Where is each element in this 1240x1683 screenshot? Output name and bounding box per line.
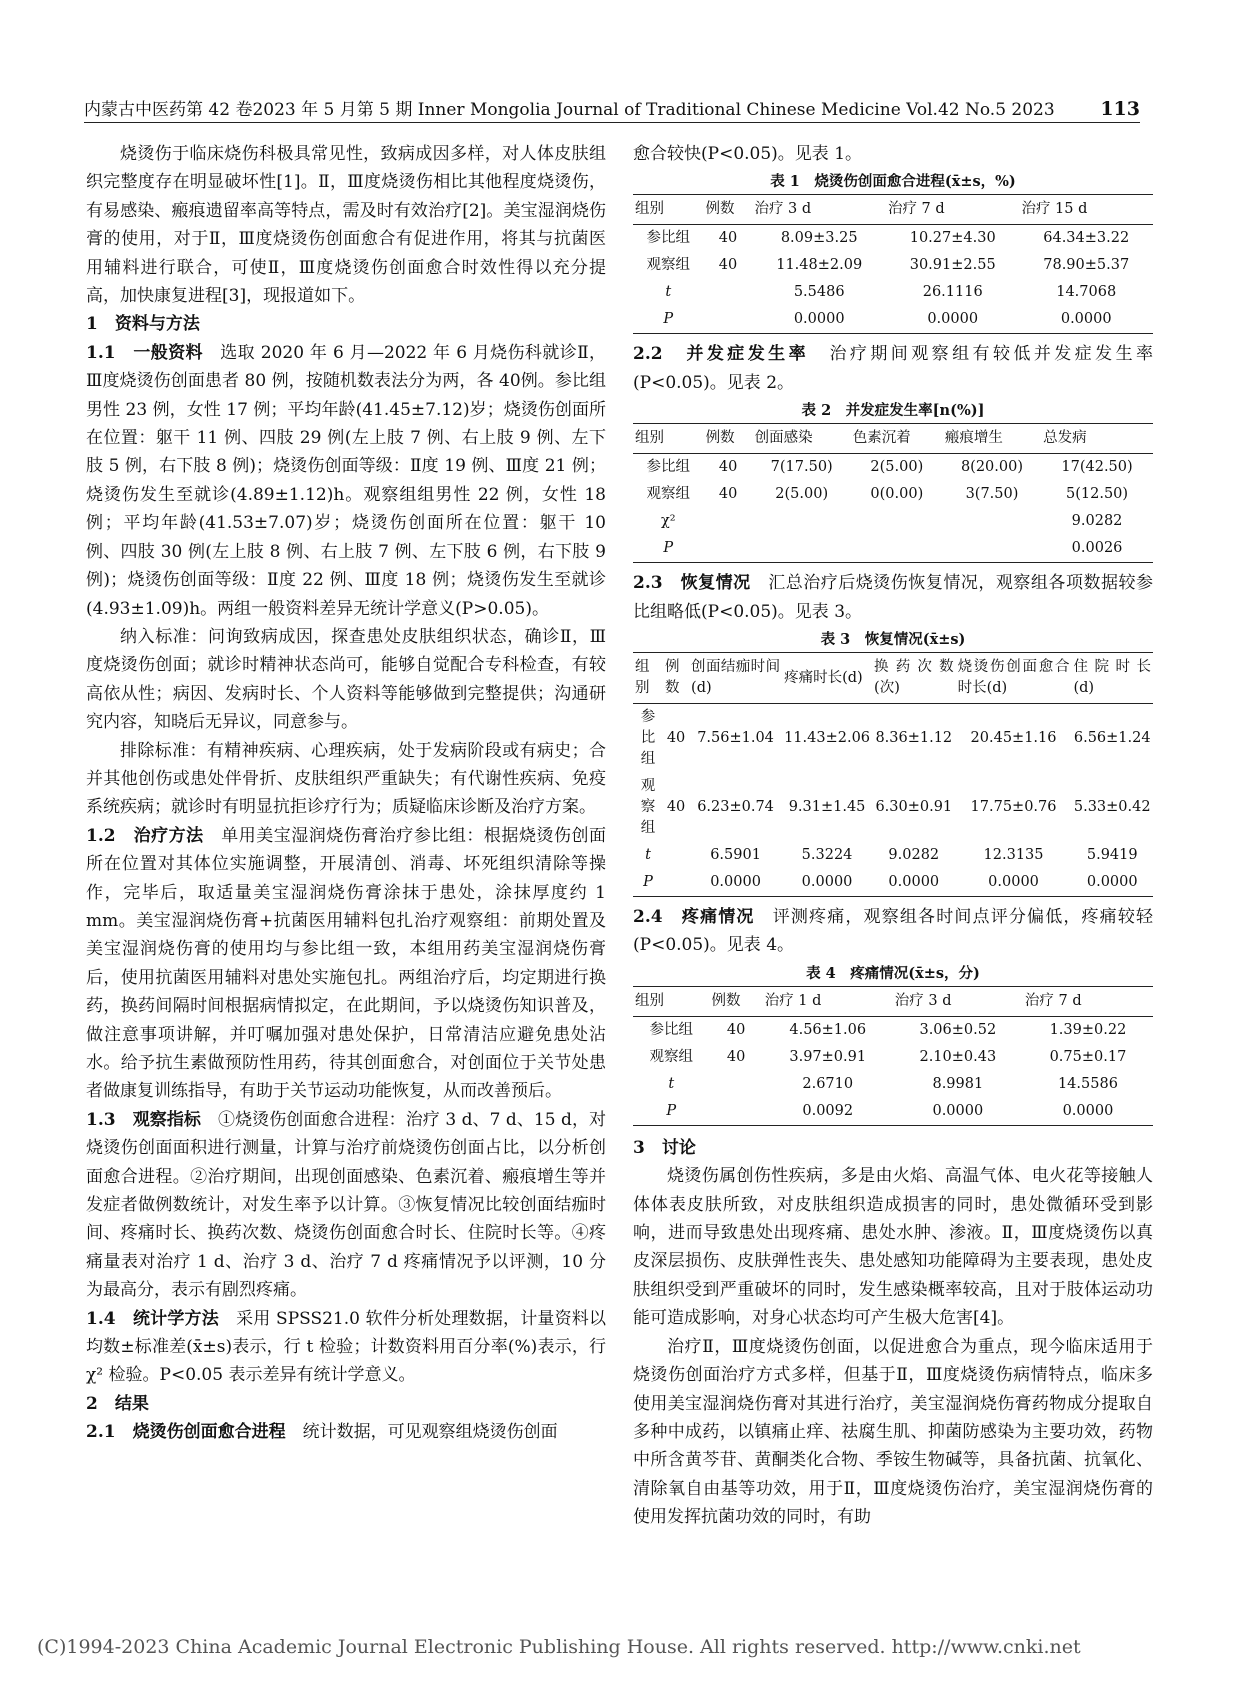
exclusion-criteria: 排除标准：有精神疾病、心理疾病，处于发病阶段或有病史；合并其他创伤或患处伴骨折、皮肤组织严重缺失；有代谢性疾病、免疫系统疾病；就诊时有明显抗拒诊疗行为；质疑临床诊断及治疗方案。 — [86, 740, 606, 818]
table-header: 例数 — [663, 653, 689, 704]
table-row: 观察组 40 2(5.00) 0(0.00) 3(7.50) 5(12.50) — [646, 486, 1129, 503]
table-4 — [633, 986, 1153, 1126]
table-header: 创面感染 — [753, 424, 851, 454]
table-row: t 6.5901 5.3224 9.0282 12.3135 5.9419 — [645, 847, 1138, 864]
table-2-caption: 表 2 并发症发生率[n(%)] — [801, 402, 985, 420]
table-row: 参比组 40 7(17.50) 2(5.00) 8(20.00) 17(42.50) — [646, 459, 1133, 476]
table-header: 住院时长(d) — [1071, 653, 1153, 704]
discussion-paragraph: 治疗Ⅱ，Ⅲ度烧烫伤创面，以促进愈合为重点，现今临床适用于烧烫伤创面治疗方式多样，但基于Ⅱ，Ⅲ度烧烫伤病情特点，临床多使用美宝湿润烧伤膏对其进行治疗，美宝湿润烧伤膏药物成分提取自多种中成药，以镇痛止痒、祛腐生肌、抑菌防感染为主要功效，药物中所含黄芩苷、黄酮类化合物、季铵生物碱等，具备抗菌、抗氧化、清除氧自由基等功效，用于Ⅱ，Ⅲ度烧烫伤治疗，美宝湿润烧伤膏的使用发挥抗菌功效的同时，有助 — [633, 1336, 1153, 1528]
subsection-text: 单用美宝湿润烧伤膏治疗参比组：根据烧烫伤创面所在位置对其体位实施调整，开展清创、消毒、坏死组织清除等操作，完毕后，取适量美宝湿润烧伤膏涂抹于患处，涂抹厚度约 1 mm。美宝湿润烧伤膏+抗菌医用辅料包扎治疗观察组：前期处置及美宝湿润烧伤膏的使用均与参比组一致，本组用药美宝湿润烧伤膏后，使用抗菌医用辅料对患处实施包扎。两组治疗后，均定期进行换药，换药间隔时间根据病情拟定，在此期间，予以烧烫伤知识普及，做注意事项讲解，并叮嘱加强对患处保护，日常清洁应避免患处沾水。给予抗生素做预防性用药，待其创面愈合，对创面位于关节处患者做康复训练指导，有助于关节运动功能恢复，从而改善预后。 — [86, 825, 607, 1102]
table-row: 参比组 40 4.56±1.06 3.06±0.52 1.39±0.22 — [649, 1021, 1127, 1038]
table-header: 治疗 1 d — [763, 986, 893, 1016]
table-3 — [633, 652, 1153, 897]
subsection-heading: 2.4 疼痛情况 — [633, 907, 755, 928]
table-header: 疼痛时长(d) — [782, 653, 872, 704]
copyright-footer: (C)1994-2023 China Academic Journal Electronic Publishing House. All rights reserved. http://www.cnki.net — [37, 1636, 1081, 1658]
table-1-caption: 表 1 烧烫伤创面愈合进程(x̄±s，%) — [770, 173, 1016, 191]
subsection-2-3 — [633, 569, 1153, 626]
table-2 — [633, 423, 1153, 563]
table-row: P 0.0092 0.0000 0.0000 — [633, 1098, 1153, 1126]
intro-paragraph: 烧烫伤于临床烧伤科极具常见性，致病成因多样，对人体皮肤组织完整度存在明显破坏性[1]。Ⅱ，Ⅲ度烧烫伤相比其他程度烧烫伤，有易感染、瘢痕遗留率高等特点，需及时有效治疗[2]。美宝湿润烧伤膏的使用，对于Ⅱ，Ⅲ度烧烫伤创面愈合有促进作用，将其与抗菌医用辅料进行联合，可使Ⅱ，Ⅲ度烧烫伤创面愈合时效性得以充分提高，加快康复进程[3]，现报道如下。 — [86, 144, 606, 307]
table-header: 治疗 3 d — [893, 986, 1023, 1016]
section-heading: 1 资料与方法 — [86, 314, 200, 335]
table-header: 组别 — [633, 986, 710, 1016]
subsection-heading: 1.1 一般资料 — [86, 342, 203, 363]
subsection-text: ①烧烫伤创面愈合进程：治疗 3 d、7 d、15 d，对烧烫伤创面面积进行测量，计算与治疗前烧烫伤创面占比，以分析创面愈合进程。②治疗期间，出现创面感染、色素沉着、瘢痕增生等并发症者做例数统计，对发生率予以计算。③恢复情况比较创面结痂时间、疼痛时长、换药次数、烧烫伤创面愈合时长、住院时长等。④疼痛量表对治疗 1 d、治疗 3 d、治疗 7 d 疼痛情况予以评测，10 分为最高分，表示有剧烈疼痛。 — [86, 1109, 607, 1301]
table-header: 创面结痂时间(d) — [689, 653, 782, 704]
subsection-heading: 2.1 烧烫伤创面愈合进程 — [86, 1422, 286, 1443]
table-header: 例数 — [710, 986, 763, 1016]
header-rule — [84, 122, 1140, 123]
section-heading: 2 结果 — [86, 1393, 149, 1414]
subsection-2-2 — [633, 340, 1153, 397]
table-3-caption: 表 3 恢复情况(x̄±s) — [820, 631, 966, 649]
journal-title: 内蒙古中医药第 42 卷2023 年 5 月第 5 期 Inner Mongolia Journal of Traditional Chinese Medicine Vol.42 No.5 2023 — [84, 100, 1055, 120]
subsection-text: 治疗期间观察组有较低并发症发生率(P<0.05)。见表 2。 — [633, 344, 1154, 393]
inclusion-criteria: 纳入标准：问询致病成因，探查患处皮肤组织状态，确诊Ⅱ，Ⅲ度烧烫伤创面；就诊时精神状态尚可，能够自觉配合专科检查，有较高依从性；病因、发病时长、个人资料等能够做到完整提供；沟通研究内容，知晓后无异议，同意参与。 — [86, 626, 606, 733]
table-row: t 5.5486 26.1116 14.7068 — [665, 284, 1117, 301]
subsection-heading: 1.4 统计学方法 — [86, 1308, 219, 1329]
table-header: 色素沉着 — [851, 424, 943, 454]
subsection-2-1 — [86, 1418, 606, 1446]
subsection-2-4 — [633, 903, 1153, 960]
table-row: 参比组 40 8.09±3.25 10.27±4.30 64.34±3.22 — [646, 230, 1130, 247]
section-heading: 3 讨论 — [633, 1137, 696, 1158]
subsection-text: 选取 2020 年 6 月—2022 年 6 月烧伤科就诊Ⅱ，Ⅲ度烧烫伤创面患者 80 例，按随机数表法分为两，各 40例。参比组男性 23 例，女性 17 例；平均年龄(41.45±7.12)岁；烧烫伤创面所在位置：躯干 11 例、四肢 29 例(左上肢 7 例、右上肢 9 例、左下肢 5 例，右下肢 8 例)；烧烫伤创面等级：Ⅱ度 19 例、Ⅲ度 21 例；烧烫伤发生至就诊(4.89±1.12)h。观察组组男性 22 例，女性 18 例；平均年龄(41.53±7.07)岁；烧烫伤创面所在位置：躯干 10 例、四肢 30 例(左上肢 8 例、右上肢 7 例、左下肢 6 例，右下肢 9 例)；烧烫伤创面等级：Ⅱ度 22 例、Ⅲ度 18 例；烧烫伤发生至就诊(4.93±1.09)h。两组一般资料差异无统计学意义(P>0.05)。 — [86, 342, 607, 619]
subsection-1-3 — [86, 1106, 606, 1305]
table-row: χ² 9.0282 — [660, 513, 1123, 530]
table-header: 组别 — [633, 424, 704, 454]
table-row: 参比组 40 7.56±1.04 11.43±2.06 8.36±1.12 20.45±1.16 6.56±1.24 — [640, 709, 1151, 768]
right-column — [633, 140, 1153, 1532]
table-header: 治疗 7 d — [1023, 986, 1153, 1016]
running-header — [84, 94, 1140, 120]
subsection-1-2 — [86, 822, 606, 1106]
table-header: 瘢痕增生 — [943, 424, 1041, 454]
left-column — [86, 140, 606, 1447]
subsection-text: 评测疼痛，观察组各时间点评分偏低，疼痛较轻(P<0.05)。见表 4。 — [633, 907, 1154, 956]
table-header: 治疗 15 d — [1019, 195, 1153, 225]
subsection-text: 采用 SPSS21.0 软件分析处理数据，计量资料以均数±标准差(x̄±s)表示，行 t 检验；计数资料用百分率(%)表示，行 χ² 检验。P<0.05 表示差异有统计学意义。 — [86, 1308, 606, 1386]
table-row: P 0.0000 0.0000 0.0000 0.0000 0.0000 — [633, 869, 1153, 897]
table-header: 组别 — [633, 653, 663, 704]
subsection-heading: 1.3 观察指标 — [86, 1109, 201, 1130]
table-1 — [633, 194, 1153, 334]
table-header: 治疗 7 d — [886, 195, 1020, 225]
table-row: 观察组 40 11.48±2.09 30.91±2.55 78.90±5.37 — [646, 257, 1130, 274]
table-header: 例数 — [703, 195, 752, 225]
table-row: P 0.0000 0.0000 0.0000 — [633, 306, 1153, 334]
subsection-text: 汇总治疗后烧烫伤恢复情况，观察组各项数据较参比组略低(P<0.05)。见表 3。 — [633, 573, 1154, 622]
subsection-text: 统计数据，可见观察组烧烫伤创面 — [302, 1422, 558, 1443]
table-header: 组别 — [633, 195, 703, 225]
table-header: 烧烫伤创面愈合时长(d) — [956, 653, 1072, 704]
table-header: 换药次数(次) — [872, 653, 956, 704]
subsection-2-1-continued: 愈合较快(P<0.05)。见表 1。 — [633, 144, 863, 164]
table-header: 治疗 3 d — [752, 195, 886, 225]
subsection-1-1 — [86, 339, 606, 623]
table-header: 总发病 — [1041, 424, 1153, 454]
table-4-caption: 表 4 疼痛情况(x̄±s，分) — [806, 964, 980, 982]
subsection-heading: 1.2 治疗方法 — [86, 825, 204, 846]
table-row: P 0.0026 — [633, 535, 1153, 563]
subsection-heading: 2.2 并发症发生率 — [633, 344, 810, 365]
table-header: 例数 — [704, 424, 753, 454]
discussion-paragraph: 烧烫伤属创伤性疾病，多是由火焰、高温气体、电火花等接触人体体表皮肤所致，对皮肤组织造成损害的同时，患处微循环受到影响，进而导致患处出现疼痛、患处水肿、渗液。Ⅱ，Ⅲ度烧烫伤以真皮深层损伤、皮肤弹性丧失、患处感知功能障碍为主要表现，患处皮肤组织受到严重破坏的同时，发生感染概率较高，且对于肢体运动功能可造成影响，对身心状态均可产生极大危害[4]。 — [633, 1166, 1153, 1329]
table-row: 观察组 40 6.23±0.74 9.31±1.45 6.30±0.91 17.75±0.76 5.33±0.42 — [640, 778, 1151, 837]
page-number: 113 — [1100, 98, 1140, 120]
table-row: t 2.6710 8.9981 14.5586 — [668, 1075, 1118, 1092]
subsection-1-4 — [86, 1305, 606, 1390]
table-row: 观察组 40 3.97±0.91 2.10±0.43 0.75±0.17 — [649, 1048, 1127, 1065]
subsection-heading: 2.3 恢复情况 — [633, 573, 751, 594]
